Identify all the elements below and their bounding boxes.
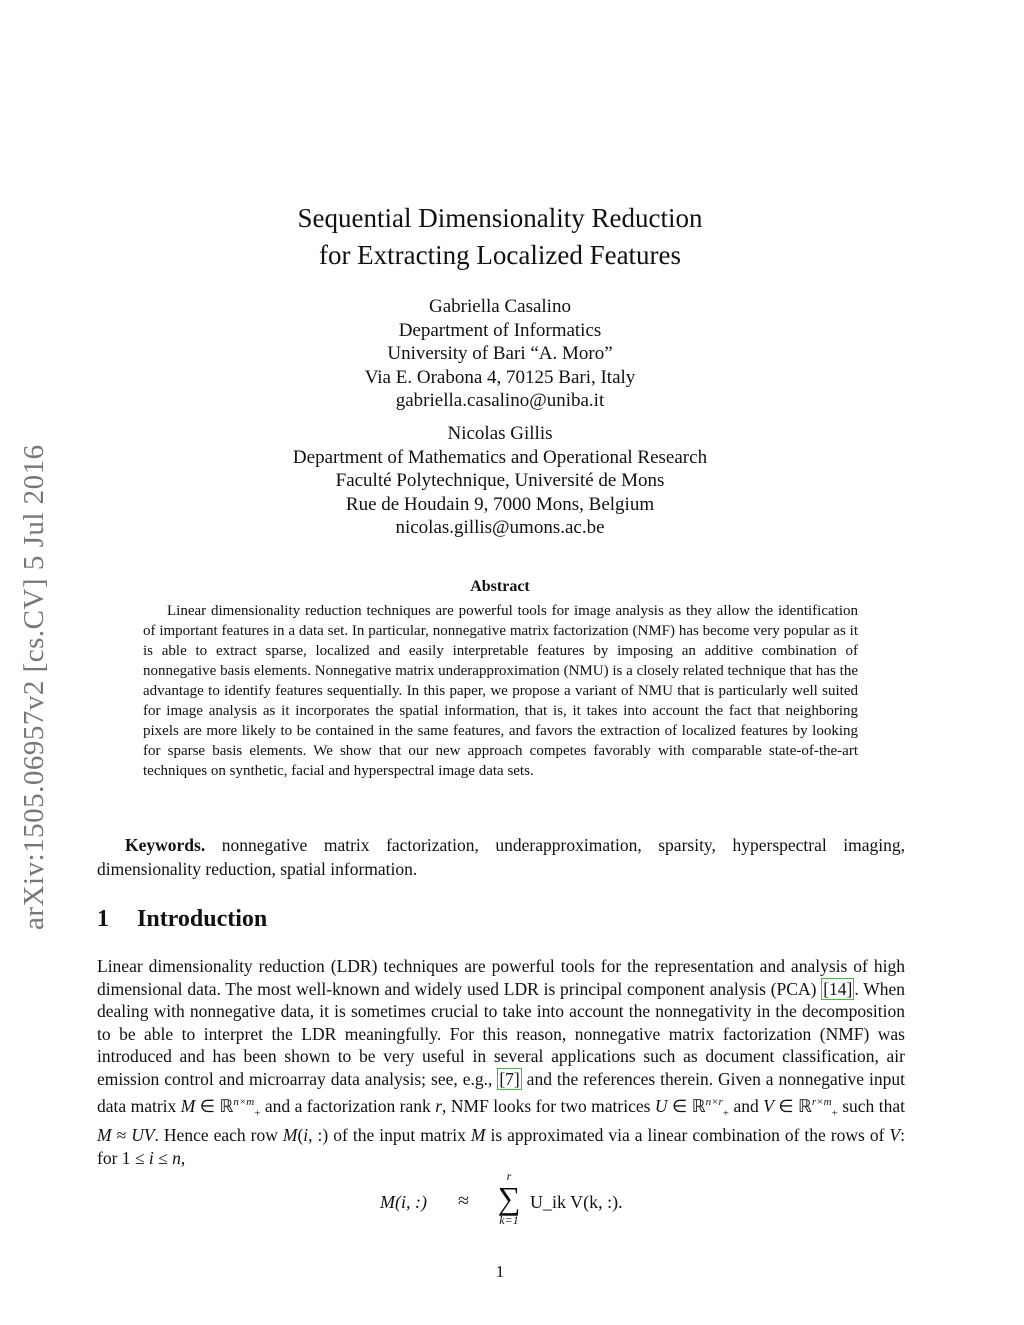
math-inline: M	[180, 1095, 196, 1116]
sum-upper-limit: r	[506, 1169, 512, 1183]
intro-text: is approximated via a linear combination of the rows of	[485, 1125, 890, 1146]
summation	[494, 1170, 524, 1226]
intro-text: such that	[837, 1095, 906, 1116]
math-inline: r	[435, 1095, 443, 1116]
paper-title	[0, 200, 1000, 274]
author-name: Nicolas Gillis	[447, 423, 553, 444]
author-university: University of Bari “A. Moro”	[387, 343, 613, 364]
equation-rhs: U_ik V(k, :).	[530, 1192, 623, 1212]
intro-text: and a factorization rank	[260, 1095, 436, 1116]
display-equation	[380, 1170, 640, 1240]
intro-text: Linear dimensionality reduction (LDR) techniques are powerful tools for the representation and analysis of high dimensional data. The most well-known and widely used LDR is principal component analysis (PCA)	[97, 956, 905, 999]
title-line-1: Sequential Dimensionality Reduction	[297, 203, 703, 233]
math-inline: M	[97, 1125, 112, 1146]
abstract-heading: Abstract	[470, 578, 530, 595]
section-heading	[97, 906, 267, 933]
author-department: Department of Informatics	[398, 319, 602, 341]
intro-text: ,	[180, 1148, 186, 1169]
intro-text: . When dealing with nonnegative data, it is sometimes crucial to take into account the nonnegativity in the decomposition to be able to interpret the LDR meaningfully. For this reason, nonnegative matrix factorization (NMF) was introduced and has been shown to be very useful in several applications such as document classification, air emission control and microarray data analysis; see, e.g.,	[97, 978, 905, 1089]
author-address: Via E. Orabona 4, 70125 Bari, Italy	[364, 366, 636, 388]
author-university: Faculté Polytechnique, Université de Mons	[335, 470, 665, 491]
section-title: Introduction	[137, 906, 268, 932]
author-block-2	[0, 422, 1000, 540]
keywords-text: nonnegative matrix factorization, underapproximation, sparsity, hyperspectral imaging, dimensionality reduction, spatial information.	[97, 835, 906, 879]
author-department: Department of Mathematics and Operational Research	[292, 446, 708, 468]
intro-text: , NMF looks for two matrices	[442, 1095, 655, 1116]
keywords	[97, 834, 905, 881]
intro-paragraph: Linear dimensionality reduction (LDR) techniques are powerful tools for the representation and analysis of high dimensional data. The most well-known and widely used LDR is principal component analysis (PCA) [14] . When dealing with nonnegative data, it is sometimes crucial to take into account the nonnegativity in the decomposition to be able to interpret the LDR meaningfully. For this reason, nonnegative matrix factorization (NMF) was introduced and has been shown to be very useful in several applications such as document classification, air emission control and microarray data analysis; see, e.g., [7] and the references therein. Given a nonnegative input data matrix M ∈ ℝ$^{n\times m}_+$ and a factorization rank r, NMF looks for two matrices U ∈ ℝ$^{n\times r}_+$ and V ∈ ℝ$^{r\times m}_+$ such that M ≈ UV. Hence each row M(i, :) of the input matrix M is approximated via a linear combination of the rows of V: for 1 ≤ i ≤ n,	[97, 956, 906, 1169]
intro-text: and the references therein. Given a nonnegative input data matrix	[97, 1068, 905, 1116]
author-address: Rue de Houdain 9, 7000 Mons, Belgium	[345, 493, 655, 515]
page-number: 1	[495, 1262, 505, 1281]
math-inline: M	[470, 1125, 486, 1146]
arxiv-stamp: arXiv:1505.06957v2 [cs.CV] 5 Jul 2016	[18, 444, 50, 930]
sigma-symbol: ∑	[497, 1180, 521, 1216]
math-inline: V	[763, 1095, 774, 1116]
math-inline: V	[889, 1125, 901, 1146]
keywords-label: Keywords.	[125, 835, 206, 855]
author-email[interactable]: nicolas.gillis@umons.ac.be	[395, 517, 605, 538]
math-inline: n	[172, 1148, 181, 1169]
sum-lower-limit: k=1	[499, 1213, 519, 1227]
intro-text: ≤	[153, 1148, 173, 1169]
citation-link[interactable]: [7]	[499, 1068, 520, 1089]
math-inline: i	[148, 1148, 154, 1169]
intro-text: : for 1 ≤	[97, 1125, 905, 1169]
author-name: Gabriella Casalino	[429, 296, 571, 317]
intro-text: of the input matrix	[328, 1125, 471, 1146]
math-inline: U	[654, 1095, 668, 1116]
intro-text: . Hence each row	[154, 1125, 283, 1146]
math-inline: M	[282, 1125, 298, 1146]
section-number: 1	[97, 906, 109, 932]
title-line-2: for Extracting Localized Features	[318, 240, 682, 270]
citation-link[interactable]: [14]	[823, 978, 853, 999]
abstract-text: Linear dimensionality reduction techniques are powerful tools for image analysis as they allow the identification of important features in a data set. In particular, nonnegative matrix factorization (NMF) has become very popular as it is able to extract sparse, localized and easily interpretable features by imposing an additive combination of nonnegative basis elements. Nonnegative matrix underapproximation (NMU) is a closely related technique that has the advantage to identify features sequentially. In this paper, we propose a variant of NMU that is particularly well suited for image analysis as it incorporates the spatial information, that is, it takes into account the fact that neighboring pixels are more likely to be contained in the same features, and favors the extraction of localized features by looking for sparse basis elements. We show that our new approach competes favorably with comparable state-of-the-art techniques on synthetic, facial and hyperspectral image data sets.	[143, 603, 858, 779]
approx-symbol: ≈	[458, 1190, 469, 1212]
equation-lhs: M(i, :)	[380, 1192, 427, 1212]
intro-text: and	[729, 1095, 764, 1116]
author-block-1	[0, 295, 1000, 413]
author-email[interactable]: gabriella.casalino@uniba.it	[395, 390, 605, 411]
